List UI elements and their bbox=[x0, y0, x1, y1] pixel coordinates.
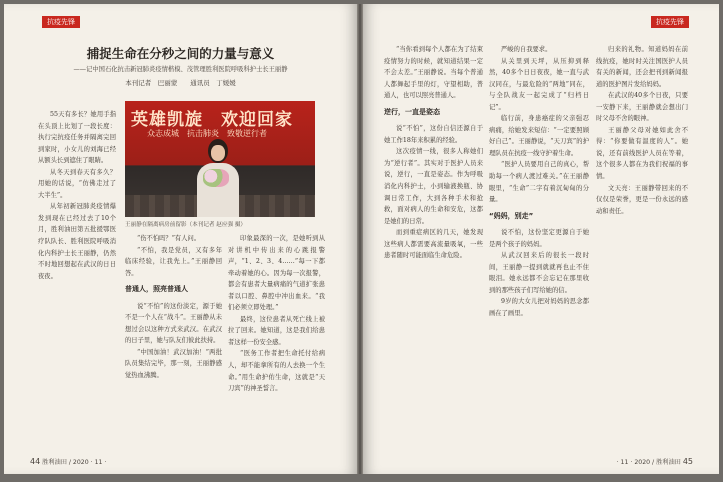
photo-banner-line2: 众志成城 抗击肺炎 致敬逆行者 bbox=[147, 129, 267, 138]
photo-caption: 王丽静在隔离病房前留影（本刊记者 赵应强 摄） bbox=[125, 222, 247, 228]
article-subtitle: ——记中国石化抗击新冠肺炎疫情楷模、茂管理胜利医院呼吸科护士长王丽静 bbox=[73, 66, 288, 73]
section-tag: 抗疫先锋 bbox=[651, 16, 689, 28]
right-column-2 bbox=[489, 44, 589, 454]
left-column-2 bbox=[125, 233, 222, 454]
paragraph: 印象最深的一次，是她听到从对讲机中传出来的心跳报警声，“1、2、3、4……”每一下都牵动着她的心。因为每一次报警，都会有患者大量病痛的气道扩张患者以口腔、鼻腔中冲出血来。“我们必须立即处理。” bbox=[228, 235, 325, 312]
article-title: 捕捉生命在分秒之间的力量与意义 bbox=[86, 46, 275, 61]
paragraph: 从武汉回来后的很长一段时间，王丽静一提到就就再也止不住眼泪。她永远都不会忘记在那里收到的那些孩子们写给她的信。 bbox=[489, 252, 589, 294]
section-heading: “妈妈，别走” bbox=[489, 211, 534, 220]
page-number: 45 bbox=[682, 457, 693, 466]
paragraph: 最终，这位患者从死亡线上被拉了回来。她知道，这是我们给患者这样一份安全感。 bbox=[228, 315, 325, 346]
page-folio bbox=[617, 457, 693, 466]
right-column-3 bbox=[596, 44, 688, 454]
left-column-3 bbox=[228, 233, 325, 454]
paragraph: “伤不怕吗？”有人问。 bbox=[137, 235, 201, 242]
folio-text: · 11 · 2020 / 胜利油田 bbox=[616, 459, 681, 466]
paragraph: “医护人员要用自己的真心，帮助每一个病人渡过难关。”在王丽静眼里，“生命”二字有着沉甸甸的分量。 bbox=[489, 161, 589, 204]
paragraph: 说不怕，这份坚定更源自于她是两个孩子的妈妈。 bbox=[489, 229, 589, 248]
paragraph: 王丽静父母对她如此舍不得：“你要做有温度的人”。她说，还有前线医护人员在等着，这个很多人都在为我们祝福的事情。 bbox=[596, 126, 688, 181]
article-photo bbox=[125, 101, 315, 217]
paragraph: 从关里到天坪，从压抑到释然，40多个日日夜夜，她一直与武汉同在，与最危险的“两地”同在，与全队战友一起完成了“归档日记”。 bbox=[489, 57, 589, 111]
photo-banner-line1: 英雄凯旋 欢迎回家 bbox=[131, 110, 293, 130]
section-heading: 逆行，一直是姿态 bbox=[384, 107, 440, 116]
folio-text: 胜利油田 / 2020 · 11 · bbox=[42, 459, 107, 466]
paragraph: “不怕，我是党员，又有多年临床经验，让我先上。”王丽静回答。 bbox=[125, 246, 222, 277]
section-heading: 普通人，照亮普通人 bbox=[125, 285, 188, 294]
paragraph: 严峻的自我要求。 bbox=[501, 46, 552, 53]
byline: 本刊记者 巴丽蒙 通讯员 丁媛媛 bbox=[125, 79, 236, 87]
right-column-1 bbox=[384, 44, 483, 454]
paragraph: 这次疫情一线，很多人称她们为“逆行者”。其实对于医护人员来说，逆行，一直是姿态。作为呼吸消化内科护士，小到输液换瓶、协调日常工作，大到各种手术和抢救，面对病人的生命和安危，这都是她们的日常。 bbox=[384, 148, 483, 225]
paragraph: 归来的礼物。知道妈妈在前线抗疫，她时时关注国医护人员有关的新闻，还会把刊到新闻报道的医护图片发给妈妈。 bbox=[596, 46, 688, 88]
paragraph: 文天亮：王丽静带回来的不仅仅是荣誉，更是一份永远的感动和责任。 bbox=[596, 184, 688, 215]
paragraph: 临行前，身患癌症的父亲强忍病痛，给她发来短信：“一定要照顾好自己”。王丽静说，“天刀宾”的护理队员在抗疫一线守护着生命。 bbox=[489, 115, 589, 157]
paragraph: 而到重症病区的几天，她发现这些病人都需要高流量吸氧，一些患者随时可能面临生命危险。 bbox=[384, 229, 483, 260]
paragraph: 从年初新冠肺炎疫情爆发到现在已经过去了10个月，胜利油田第五批援鄂医疗队队长、胜利医院呼吸消化内科护士长王丽静，仍然不时地回想起在武汉的日日夜夜。 bbox=[38, 203, 116, 280]
left-column-1 bbox=[38, 109, 116, 454]
flowers-bouquet bbox=[203, 169, 229, 187]
paragraph: “中国加油！武汉加油！”两批队员集结完毕，那一刻，王丽静感觉热血沸腾。 bbox=[125, 348, 222, 380]
left-page bbox=[4, 4, 357, 474]
paragraph: 说“不怕”的这份淡定，源于她不是一个人在“战斗”。王丽静从未想过会以这种方式来武汉。在武汉的日子里，她与队友们彼此扶持。 bbox=[125, 302, 222, 345]
page-number: 44 bbox=[30, 457, 41, 466]
section-tag: 抗疫先锋 bbox=[42, 16, 80, 28]
paragraph: 55天有多长？她用手指在头顶上比划了一段长度：执行完抗疫任务并隔离完回到家时，小女儿的刘海已经从额头长到遮住了眼睛。 bbox=[38, 111, 116, 165]
paragraph: 从冬天到春天有多久？用她的话说，“仿佛走过了大半生”。 bbox=[38, 168, 116, 199]
paragraph: 说“不怕”，这份自信还源自于她工作18年来积累的经验。 bbox=[384, 125, 483, 144]
paragraph: “医务工作者把生命托付给病人，却不能拿所有的人去换一个生命。”用生命护佑生命，这就是“天刀宾”的神圣誓言。 bbox=[228, 350, 325, 393]
paragraph: 在武汉的40多个日夜，只要一安静下来，王丽静就会想出门时父母不舍的眼神。 bbox=[596, 92, 688, 123]
page-folio bbox=[30, 457, 106, 466]
paragraph: 9岁的大女儿把对妈妈的思念都画在了画里。 bbox=[489, 298, 589, 318]
paragraph: “当你看到每个人都在为了结束疫情努力的时候，就知道结果一定不会太差。”王丽静说。当每个普通人都舞起手里的灯，守望相助，普通人，也可以照亮普通人。 bbox=[384, 46, 483, 100]
photo-nurse-figure bbox=[195, 139, 241, 217]
right-page bbox=[363, 4, 719, 474]
